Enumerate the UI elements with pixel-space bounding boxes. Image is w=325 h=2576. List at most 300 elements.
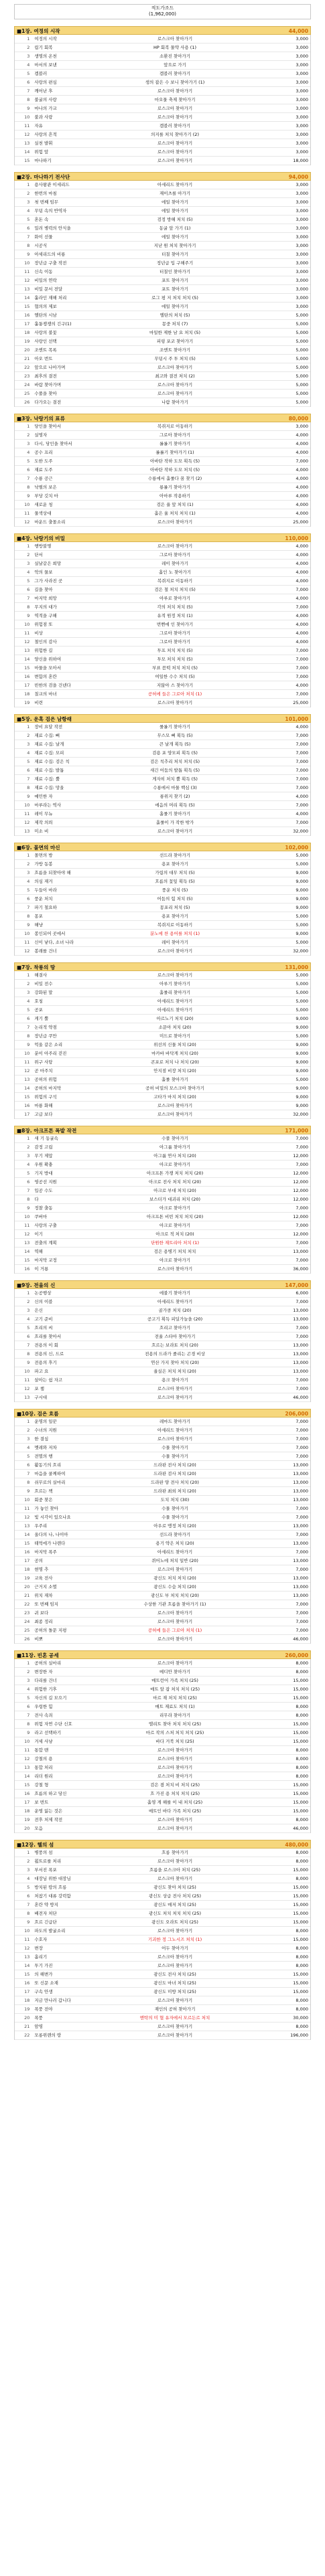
quest-number: 17 — [24, 1800, 30, 1805]
quest-number: 9 — [27, 613, 30, 618]
section-title: ■6장. 몰면의 마신 — [17, 845, 60, 851]
quest-reward: 7,000 — [296, 665, 308, 671]
quest-name: 무덤 속의 반역자 — [34, 208, 67, 213]
quest-row — [15, 1574, 310, 1583]
quest-row — [15, 492, 310, 501]
quest-reward: 5,000 — [296, 999, 308, 1004]
quest-reward: 4,000 — [296, 467, 308, 473]
quest-objective: 소환진 찾아가기 — [159, 54, 191, 59]
quest-row — [15, 1781, 310, 1790]
quest-objective: 검정 방해 처치 (5) — [157, 217, 193, 222]
quest-objective: 재이츠를 아가기 — [159, 191, 191, 196]
quest-objective: 로스크아 찾아가기 — [157, 1826, 193, 1831]
quest-objective: 아그룹 찾아가기 — [159, 1144, 191, 1150]
section-title: ■4장. 낙랑기의 비밀 — [17, 535, 65, 541]
quest-row — [15, 1204, 310, 1213]
quest-objective: 광신도 마녀 처치 (25) — [153, 1980, 196, 1986]
quest-row — [15, 311, 310, 320]
quest-row — [15, 1513, 310, 1522]
quest-name: 변장한 자 — [34, 1669, 53, 1675]
quest-name: 몽포 — [34, 914, 43, 919]
quest-number: 2 — [27, 1669, 30, 1675]
quest-objective: 롤롤기 찾아가기 (1) — [155, 450, 194, 455]
quest-objective: 아세리드 찾아가기 — [157, 182, 193, 187]
quest-name: 불굴의 사랑 — [34, 97, 57, 102]
quest-name: 공포 — [34, 1007, 43, 1013]
quest-name: 마물을 모아서 — [34, 665, 62, 671]
quest-objective: 공허에 들은 그로아 처치 (1) — [147, 691, 202, 697]
quest-number: 5 — [27, 759, 30, 764]
quest-row — [15, 1849, 310, 1857]
quest-name: 사랑의 구출 — [34, 1223, 57, 1228]
quest-row — [15, 947, 310, 956]
quest-reward: 12,000 — [293, 1153, 308, 1158]
quest-reward: 4,000 — [296, 432, 308, 438]
quest-name: 위치 재차 — [34, 1593, 53, 1598]
quest-name: 새 기 동굴속 — [34, 1136, 58, 1141]
quest-name: 수풀을 찾아 — [34, 391, 57, 396]
quest-row — [15, 390, 310, 398]
quest-objective: 로스크아 찾아가기 — [157, 382, 193, 388]
quest-reward: 5,000 — [296, 914, 308, 919]
quest-reward: 15,000 — [293, 1911, 308, 1916]
quest-name: 모음 — [34, 1826, 43, 1831]
quest-reward: 7,000 — [296, 802, 308, 808]
quest-objective: 수상한 기관 흐름을 찾아가기 (1) — [143, 1602, 206, 1607]
quest-row — [15, 1944, 310, 1953]
document-title-box — [14, 4, 311, 19]
quest-number: 18 — [24, 1567, 30, 1572]
quest-reward: 9,000 — [296, 1068, 308, 1074]
quest-number: 19 — [24, 339, 30, 344]
quest-name: 입공 수도 — [34, 1188, 53, 1193]
quest-number: 15 — [24, 1782, 30, 1788]
quest-objective: 로스크아 찾아가기 — [157, 2033, 193, 2038]
quest-reward: 8,000 — [296, 1765, 308, 1770]
quest-number: 2 — [27, 45, 30, 50]
quest-row — [15, 1195, 310, 1204]
quest-number: 9 — [27, 1042, 30, 1047]
quest-number: 13 — [24, 141, 30, 146]
quest-reward: 5,000 — [296, 1033, 308, 1039]
quest-row — [15, 1703, 310, 1711]
quest-name: 고기 준비 — [34, 1316, 53, 1322]
quest-objective: 위선의 신물 처치 (20) — [153, 1042, 196, 1047]
quest-objective: 생의 잡은 수 보니 찾아가기 (1) — [145, 80, 205, 85]
quest-row — [15, 1522, 310, 1531]
quest-reward: 7,000 — [296, 657, 308, 662]
quest-objective: 로스크아 찾아가기 — [157, 1765, 193, 1770]
quest-row — [15, 740, 310, 749]
quest-name: 사랑의 흔적 — [34, 132, 57, 137]
quest-objective: 로스크아 찾아가기 — [157, 149, 193, 155]
quest-row — [15, 1289, 310, 1298]
quest-number: 4 — [27, 750, 30, 756]
section-header — [14, 1126, 311, 1134]
quest-objective: 엘탄의 처치 (5) — [159, 313, 190, 318]
quest-number: 12 — [24, 1231, 30, 1237]
quest-number: 6 — [27, 1893, 30, 1899]
quest-number: 13 — [24, 286, 30, 292]
quest-row — [15, 2005, 310, 2014]
quest-number: 13 — [24, 1954, 30, 1960]
quest-name: 리더 원리 — [34, 1774, 53, 1779]
quest-number: 11 — [24, 630, 30, 636]
section-spacer — [14, 165, 311, 172]
quest-objective: 도치 처치 (30) — [160, 1497, 190, 1502]
quest-objective: 복쥐지로 이동하기 — [157, 424, 193, 429]
quest-objective: 아우로 맹정 처치 (20) — [153, 1523, 196, 1529]
quest-name: 흐르 긴급단 — [34, 1919, 57, 1925]
quest-reward: 9,000 — [296, 1016, 308, 1021]
quest-number: 6 — [27, 896, 30, 901]
quest-number: 13 — [24, 648, 30, 653]
quest-number: 9 — [27, 106, 30, 111]
quest-name: 파도의 발굴소리 — [34, 1928, 66, 1934]
quest-row — [15, 1807, 310, 1816]
quest-reward: 15,000 — [293, 1791, 308, 1796]
quest-reward: 4,000 — [296, 811, 308, 817]
quest-objective: 아루기 찾아가기 — [159, 981, 191, 986]
quest-number: 11 — [24, 1059, 30, 1065]
quest-objective: 아세리드 찾아가기 — [157, 999, 193, 1004]
quest-objective: 레이 찾아가기 — [161, 940, 188, 945]
quest-reward: 4,000 — [296, 543, 308, 549]
quest-number: 15 — [24, 1258, 30, 1263]
quest-reward: 5,000 — [296, 321, 308, 327]
quest-reward: 7,000 — [296, 742, 308, 747]
quest-name: 깨어난 후 — [34, 88, 53, 94]
section-spacer — [14, 1119, 311, 1126]
quest-number: 19 — [24, 1817, 30, 1822]
quest-reward: 4,000 — [296, 450, 308, 455]
quest-reward: 5,000 — [296, 861, 308, 867]
quest-reward: 12,000 — [293, 1179, 308, 1185]
quest-objective: 레마드 찾아가기 — [159, 1419, 191, 1424]
quest-objective: 나람 찾아가기 — [161, 400, 188, 405]
quest-reward: 36,000 — [293, 1266, 308, 1272]
quest-objective: 로스크아 찾아가기 — [157, 1963, 193, 1968]
section-rows — [14, 181, 311, 407]
quest-row — [15, 1496, 310, 1505]
quest-name: 위험점 또 — [34, 622, 53, 627]
quest-objective: 그로아 찾아가기 — [159, 630, 191, 636]
quest-row — [15, 664, 310, 673]
quest-row — [15, 381, 310, 390]
quest-name: 정찰 출동 — [34, 1205, 53, 1211]
quest-number: 2 — [27, 191, 30, 196]
quest-reward: 4,000 — [296, 476, 308, 481]
quest-name: 재료 수집: 뼈 — [34, 733, 60, 738]
quest-number: 10 — [24, 1928, 30, 1934]
quest-objective: 소문아 처치 (20) — [158, 1025, 192, 1030]
quest-row — [15, 1816, 310, 1824]
quest-row — [15, 466, 310, 475]
quest-name: 해결사 — [34, 972, 48, 978]
section-total: 101,000 — [285, 716, 308, 722]
section-rows — [14, 35, 311, 165]
quest-reward: 8,000 — [296, 2006, 308, 2012]
quest-objective: 로스크아 찾아가기 — [157, 106, 193, 111]
quest-reward: 8,000 — [296, 1928, 308, 1934]
quest-number: 9 — [27, 1730, 30, 1735]
quest-objective: 드라판 최외 처치 (20) — [153, 1488, 196, 1494]
quest-objective: 룡롤기 찾아가기 — [159, 485, 191, 490]
quest-row — [15, 1376, 310, 1385]
quest-row — [15, 422, 310, 431]
quest-reward: 8,000 — [296, 1817, 308, 1822]
quest-reward: 7,000 — [296, 604, 308, 610]
quest-name: 아세리드의 비룡 — [34, 252, 66, 257]
quest-row — [15, 509, 310, 518]
quest-objective: 흐르는 보라토 처치 (20) — [151, 1343, 198, 1348]
quest-reward: 32,000 — [293, 829, 308, 834]
quest-objective: 포트 찾아가기 — [161, 278, 188, 283]
quest-name: 가방 동봉 — [34, 861, 53, 867]
quest-name: 쉬무로의 실마리 — [34, 1480, 66, 1485]
quest-row — [15, 629, 310, 638]
quest-name: 테먹에가 나렌다 — [34, 1541, 66, 1546]
quest-row — [15, 1134, 310, 1143]
quest-reward: 3,000 — [296, 260, 308, 266]
quest-objective: 아크로 부대 처치 (20) — [153, 1188, 196, 1193]
quest-reward: 3,000 — [296, 97, 308, 102]
section-title: ■10장. 검은 흐름 — [17, 1411, 59, 1417]
quest-number: 12 — [24, 278, 30, 283]
quest-objective: 광신도 미방 처치 (25) — [153, 1989, 196, 1994]
quest-number: 16 — [24, 1266, 30, 1272]
section-total: 480,000 — [285, 1842, 308, 1848]
quest-objective: 분노에 찬 용어를 처치 (1) — [150, 931, 200, 936]
quest-row — [15, 851, 310, 860]
quest-name: 재료 수집: 모피 — [34, 750, 64, 756]
quest-number: 11 — [24, 1937, 30, 1942]
quest-objective: 전용의 드라가 졸리는 곤경 비상 — [145, 1351, 205, 1357]
quest-reward: 3,000 — [296, 424, 308, 429]
section-total: 171,000 — [285, 1128, 308, 1134]
quest-objective: 수룡에서 흘룰다 꿈 찾기 (2) — [147, 476, 202, 481]
quest-number: 10 — [24, 1497, 30, 1502]
quest-reward: 15,000 — [293, 1867, 308, 1873]
quest-row — [15, 886, 310, 895]
quest-name: 앞으로 나아가며 — [34, 365, 66, 370]
quest-reward: 8,000 — [296, 1713, 308, 1718]
quest-row — [15, 363, 310, 372]
quest-name: 빈한의 검을 건넨다 — [34, 683, 71, 688]
quest-reward: 5,000 — [296, 990, 308, 995]
quest-name: 전용의 이 회 — [34, 1343, 58, 1348]
quest-name: 재료 도주 — [34, 467, 53, 473]
quest-reward: 46,000 — [293, 1826, 308, 1831]
quest-name: 당인을 찾아서 — [34, 424, 62, 429]
section-header — [14, 1280, 311, 1289]
quest-reward: 3,000 — [296, 36, 308, 41]
quest-name: 양신을 위하여 — [34, 657, 62, 662]
quest-row — [15, 1798, 310, 1807]
quest-name: 살아는 쉼 자고 — [34, 1377, 63, 1383]
quest-row — [15, 1152, 310, 1161]
quest-row — [15, 440, 310, 448]
quest-objective: 광신도 전사 처치 (25) — [153, 1972, 196, 1977]
quest-name: 림기 회복 — [34, 45, 53, 50]
quest-row — [15, 1187, 310, 1195]
section-title: ■12장. 헬의 섬 — [17, 1842, 54, 1848]
quest-reward: 5,000 — [296, 391, 308, 396]
document-subtitle: (1,962,000) — [148, 11, 177, 17]
quest-number: 3 — [27, 54, 30, 59]
quest-reward: 7,000 — [296, 1532, 308, 1537]
quest-name: 흐르는 책 — [34, 1488, 53, 1494]
quest-reward: 15,000 — [293, 1687, 308, 1692]
quest-reward: 15,000 — [293, 1980, 308, 1986]
quest-reward: 7,000 — [296, 768, 308, 773]
quest-name: 불과 사랑 — [34, 114, 53, 120]
quest-number: 14 — [24, 1532, 30, 1537]
quest-objective: 에일 찾아가기 — [161, 199, 188, 205]
quest-objective: 룡위지 찾기 (2) — [159, 794, 190, 799]
quest-number: 14 — [24, 1963, 30, 1968]
quest-row — [15, 1444, 310, 1452]
quest-reward: 7,000 — [296, 759, 308, 764]
quest-name: 구시대 — [34, 1395, 48, 1400]
quest-row — [15, 1618, 310, 1626]
quest-number: 6 — [27, 1334, 30, 1339]
quest-objective: 선드라 찾아가기 — [159, 1532, 191, 1537]
quest-number: 11 — [24, 511, 30, 516]
quest-reward: 13,000 — [293, 1360, 308, 1365]
quest-objective: 어두 찾아가기 — [161, 1946, 188, 1951]
quest-row — [15, 1169, 310, 1178]
quest-reward: 3,000 — [296, 62, 308, 68]
quest-row — [15, 1076, 310, 1084]
quest-objective: 최고와 결전 처치 (2) — [155, 373, 195, 379]
quest-reward: 5,000 — [296, 940, 308, 945]
quest-row — [15, 1487, 310, 1496]
quest-number: 11 — [24, 269, 30, 274]
quest-objective: 레이 찾아가기 — [161, 561, 188, 566]
quest-reward: 3,000 — [296, 132, 308, 137]
quest-name: 그가 사라진 곳 — [34, 578, 63, 584]
section-spacer — [14, 527, 311, 533]
quest-row — [15, 1093, 310, 1102]
quest-number: 19 — [24, 2006, 30, 2012]
quest-objective: 로스크아 찾아가기 — [157, 948, 193, 954]
quest-objective: 로스크아 찾아가기 — [157, 1436, 193, 1442]
quest-name: 수룡 공근 — [34, 476, 53, 481]
quest-number: 17 — [24, 321, 30, 327]
quest-reward: 5,000 — [296, 347, 308, 353]
quest-number: 1 — [27, 1419, 30, 1424]
section-title: ■8장. 아크프톤 폭발 작전 — [17, 1128, 77, 1134]
quest-name: 공허의 마지막 — [34, 1086, 62, 1091]
quest-number: 5 — [27, 887, 30, 893]
quest-number: 15 — [24, 304, 30, 309]
quest-reward: 7,000 — [296, 458, 308, 464]
quest-objective: 메디안 찾아가기 — [159, 1669, 191, 1675]
quest-number: 9 — [27, 493, 30, 499]
quest-row — [15, 647, 310, 655]
quest-reward: 3,000 — [296, 199, 308, 205]
quest-row — [15, 1110, 310, 1119]
quest-number: 3 — [27, 1867, 30, 1873]
quest-number: 5 — [27, 71, 30, 76]
quest-number: 16 — [24, 313, 30, 318]
section-header — [14, 714, 311, 723]
quest-objective: 로스크아 찾아가기 — [157, 519, 193, 525]
quest-row — [15, 1426, 310, 1435]
quest-row — [15, 242, 310, 250]
section-spacer — [14, 1402, 311, 1409]
quest-objective: 드라판 전사 처치 (20) — [153, 1462, 196, 1468]
quest-name: 다 — [34, 1197, 39, 1202]
quest-name: 암영 — [34, 2024, 43, 2029]
quest-name: 한 결심 — [34, 1436, 49, 1442]
quest-reward: 7,000 — [296, 691, 308, 697]
quest-reward: 3,000 — [296, 149, 308, 155]
quest-row — [15, 877, 310, 886]
quest-number: 8 — [27, 1197, 30, 1202]
quest-objective: 보스터가 대괴리 처치 (20) — [149, 1197, 201, 1202]
quest-number: 5 — [27, 578, 30, 584]
quest-row — [15, 551, 310, 560]
quest-row — [15, 224, 310, 233]
quest-reward: 3,000 — [296, 234, 308, 240]
quest-reward: 7,000 — [296, 1334, 308, 1339]
quest-number: 12 — [24, 820, 30, 825]
section-total: 131,000 — [285, 964, 308, 970]
quest-reward: 13,000 — [293, 1575, 308, 1581]
quest-reward: 4,000 — [296, 622, 308, 627]
quest-row — [15, 1970, 310, 1979]
quest-reward: 15,000 — [293, 1902, 308, 1907]
quest-reward: 13,000 — [293, 1471, 308, 1476]
quest-reward: 3,000 — [296, 88, 308, 94]
quest-objective: 공고기 획득 피딜가늘을 (20) — [147, 1316, 203, 1322]
quest-number: 3 — [27, 1308, 30, 1313]
quest-reward: 9,000 — [296, 931, 308, 936]
section-spacer — [14, 1833, 311, 1840]
quest-number: 10 — [24, 931, 30, 936]
quest-name: 풍운 처치 — [34, 896, 53, 901]
quest-objective: 겜블러 찾아가기 — [159, 123, 191, 128]
quest-number: 4 — [27, 879, 30, 884]
quest-name: 대장님 위한 대장님 — [34, 1876, 71, 1881]
quest-reward: 7,000 — [296, 1445, 308, 1450]
quest-row — [15, 87, 310, 96]
quest-objective: 복쥐지로 이동하기 — [157, 578, 193, 584]
quest-reward: 7,000 — [296, 674, 308, 679]
quest-number: 4 — [27, 450, 30, 455]
quest-objective: 수풀 찾아가기 — [161, 1136, 188, 1141]
section-rows — [14, 1289, 311, 1402]
quest-reward: 8,000 — [296, 1774, 308, 1779]
quest-number: 10 — [24, 502, 30, 507]
quest-reward: 4,000 — [296, 596, 308, 601]
quest-reward: 7,000 — [296, 1567, 308, 1572]
quest-number: 2 — [27, 1428, 30, 1433]
quest-name: 실날같은 희망 — [34, 561, 62, 566]
quest-row — [15, 1324, 310, 1333]
quest-number: 4 — [27, 208, 30, 213]
quest-reward: 8,000 — [296, 1747, 308, 1753]
quest-objective: 어둠의 힘 처치 (5) — [157, 896, 193, 901]
section-title: ■5장. 운혹 검은 남항래 — [17, 716, 72, 722]
section-title: ■2장. 마나하기 전사단 — [17, 174, 70, 180]
quest-reward: 5,000 — [296, 972, 308, 978]
quest-number: 1 — [27, 1290, 30, 1296]
quest-name: 전출의 계획 — [34, 1240, 57, 1246]
quest-reward: 4,000 — [296, 578, 308, 584]
